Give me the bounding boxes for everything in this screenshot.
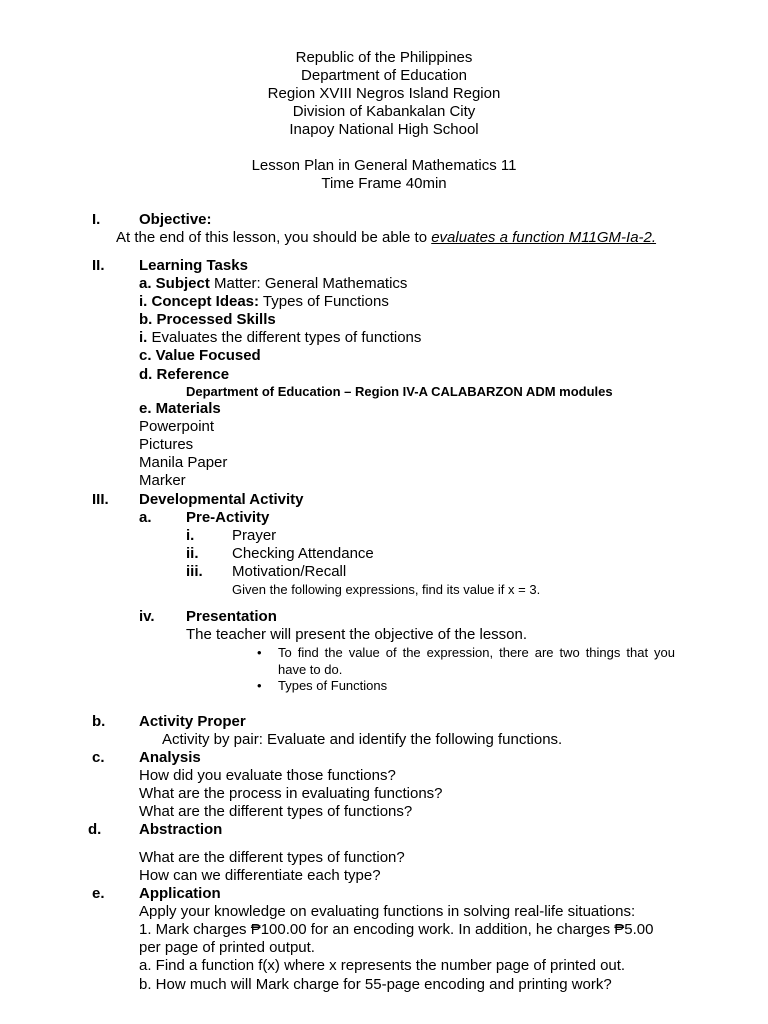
header-republic: Republic of the Philippines xyxy=(295,49,473,66)
recall-note: Given the following expressions, find its value if x = 3. xyxy=(232,582,541,597)
objective-heading: Objective: xyxy=(139,211,212,228)
application-letter: e. xyxy=(92,885,105,902)
objective-code: evaluates a function M11GM-Ia-2. xyxy=(431,229,657,246)
subject-label: a. Subject xyxy=(139,275,210,292)
step-number: iii. xyxy=(186,563,203,580)
reference-heading: d. Reference xyxy=(139,366,230,383)
processed-skills-heading: b. Processed Skills xyxy=(139,311,276,328)
material-item: Manila Paper xyxy=(139,454,228,471)
step-number: ii. xyxy=(186,545,199,562)
step-prayer: Prayer xyxy=(232,527,277,544)
analysis-question: How did you evaluate those functions? xyxy=(139,767,396,784)
concept-ideas xyxy=(139,293,389,311)
objective-sentence xyxy=(116,229,656,247)
bullet-dot-icon: • xyxy=(257,678,262,693)
presentation-heading: Presentation xyxy=(186,608,277,625)
abstraction-heading: Abstraction xyxy=(139,821,223,838)
analysis-heading: Analysis xyxy=(139,749,201,766)
skill-num: i. xyxy=(139,329,148,346)
activity-proper-text: Activity by pair: Evaluate and identify the following functions. xyxy=(162,731,563,748)
material-item: Marker xyxy=(139,472,186,489)
header-division: Division of Kabankalan City xyxy=(292,103,476,120)
concept-text: Types of Functions xyxy=(259,293,389,310)
application-instruction: Apply your knowledge on evaluating functions in solving real-life situations: xyxy=(139,903,636,920)
application-part-b: b. How much will Mark charge for 55-page encoding and printing work? xyxy=(139,976,612,993)
analysis-question: What are the different types of functions? xyxy=(139,803,413,820)
skill-text: Evaluates the different types of functions xyxy=(147,329,422,346)
time-frame: Time Frame 40min xyxy=(321,175,447,192)
developmental-activity-heading: Developmental Activity xyxy=(139,491,304,508)
activity-proper-letter: b. xyxy=(92,713,106,730)
analysis-letter: c. xyxy=(92,749,105,766)
step-attendance: Checking Attendance xyxy=(232,545,374,562)
section-2-number: II. xyxy=(92,257,105,274)
reference-text: Department of Education – Region IV-A CALABARZON ADM modules xyxy=(186,384,613,399)
value-focused-heading: c. Value Focused xyxy=(139,347,261,364)
analysis-question: What are the process in evaluating functions? xyxy=(139,785,443,802)
lesson-title: Lesson Plan in General Mathematics 11 xyxy=(251,157,517,174)
header-region: Region XVIII Negros Island Region xyxy=(267,85,501,102)
presentation-number: iv. xyxy=(139,608,155,625)
pre-activity-letter: a. xyxy=(139,509,152,526)
application-problem-cont: per page of printed output. xyxy=(139,939,315,956)
subject-text: Matter: General Mathematics xyxy=(209,275,408,292)
abstraction-letter: d. xyxy=(88,821,102,838)
bullet-types: Types of Functions xyxy=(278,678,388,693)
concept-label: i. Concept Ideas: xyxy=(139,293,260,310)
processed-skill-item xyxy=(139,329,421,347)
section-1-number: I. xyxy=(92,211,101,228)
bullet-dot-icon: • xyxy=(257,645,262,660)
header-department: Department of Education xyxy=(301,67,467,84)
header-school: Inapoy National High School xyxy=(289,121,479,138)
section-3-number: III. xyxy=(92,491,109,508)
pre-activity-heading: Pre-Activity xyxy=(186,509,270,526)
application-problem: 1. Mark charges ₱100.00 for an encoding work. In addition, he charges ₱5.00 xyxy=(139,921,654,938)
abstraction-question: How can we differentiate each type? xyxy=(139,867,381,884)
step-number: i. xyxy=(186,527,195,544)
learning-tasks-heading: Learning Tasks xyxy=(139,257,248,274)
application-part-a: a. Find a function f(x) where x represents the number page of printed out. xyxy=(139,957,626,974)
materials-heading: e. Materials xyxy=(139,400,221,417)
presentation-text: The teacher will present the objective of the lesson. xyxy=(186,626,528,643)
material-item: Powerpoint xyxy=(139,418,215,435)
application-heading: Application xyxy=(139,885,221,902)
material-item: Pictures xyxy=(139,436,194,453)
objective-intro: At the end of this lesson, you should be able to xyxy=(116,229,432,246)
subject-matter xyxy=(139,275,407,293)
step-motivation: Motivation/Recall xyxy=(232,563,347,580)
abstraction-question: What are the different types of function? xyxy=(139,849,405,866)
bullet-expression: To find the value of the expression, there are two things that you have to do. xyxy=(278,645,675,677)
activity-proper-heading: Activity Proper xyxy=(139,713,246,730)
